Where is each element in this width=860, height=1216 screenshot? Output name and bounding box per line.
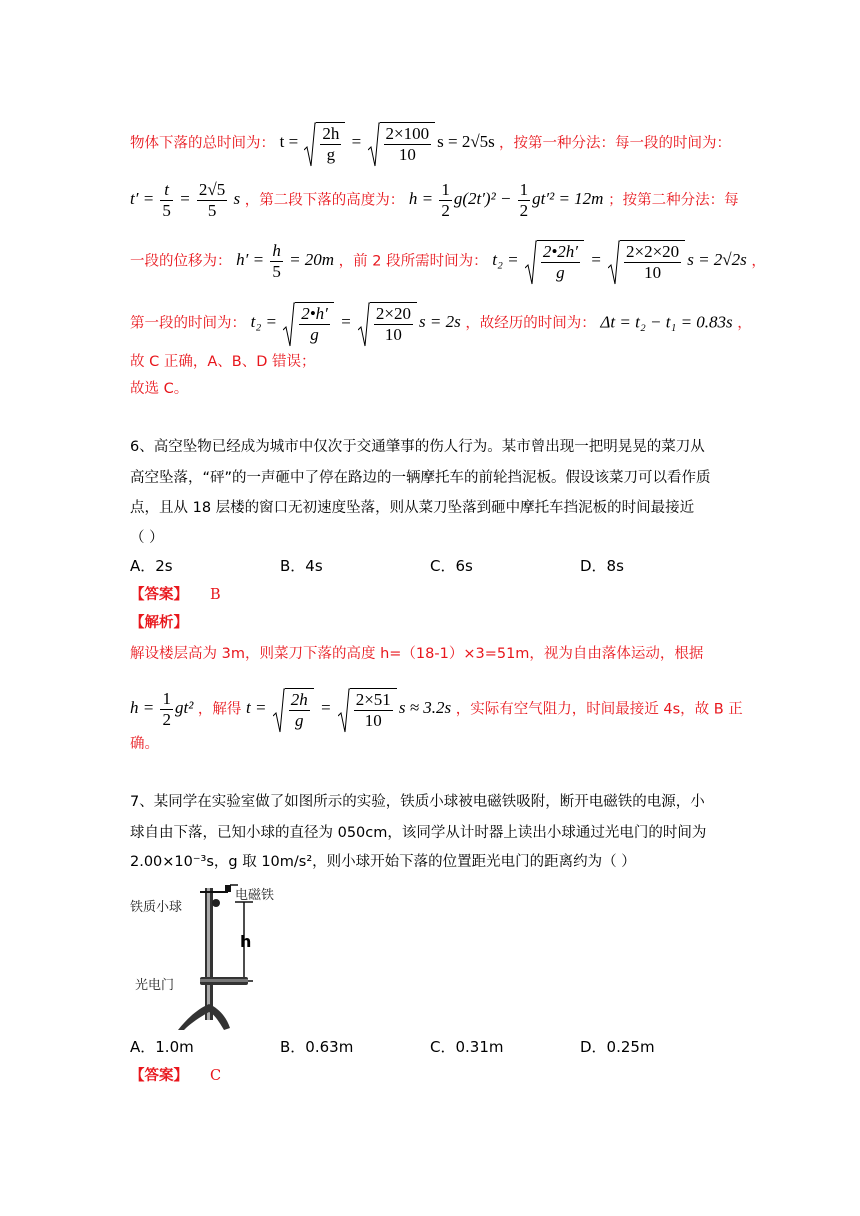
q7-option-b: B．0.63m [280, 1038, 354, 1056]
text-segment-displacement: 一段的位移为： [130, 253, 232, 270]
formula-t1: t₂ = $\frac{2•h'}{g}$ = $\frac{2\times 20}{10}$ s = 2s [250, 304, 461, 344]
q7-text-line-1: 7、某同学在实验室做了如图所示的实验，铁质小球被电磁铁吸附，断开电磁铁的电源，小 [130, 794, 705, 810]
q7-text-line-3: 2.00×10⁻³s，g 取 10m/s²，则小球开始下落的位置距光电门的距离约为（ ） [130, 854, 636, 870]
formula-total-time: t = $\frac{2h}{g}$ = $\frac{2\times 100}{10}$ s = 2√5s [279, 124, 500, 164]
text-first-method: ，按第一种分法：每一段的时间为： [499, 135, 732, 152]
q6-text-line-1: 6、高空坠物已经成为城市中仅次于交通肇事的伤人行为。某市曾出现一把明晃晃的菜刀从 [130, 439, 705, 455]
formula-displacement: h′ = $\frac{h}{5}$ = 20m [236, 241, 335, 281]
q6-analysis-row [130, 612, 735, 633]
solution-conclusion: 故 C 正确，A、B、D 错误； [130, 354, 316, 370]
q7-option-c: C．0.31m [430, 1038, 504, 1056]
formula-q6-time: t = $\frac{2h}{g}$ = $\frac{2\times 51}{10}$ s ≈ 3.2s [246, 690, 452, 730]
text-elapsed-time: ，故经历的时间为： [465, 315, 596, 332]
q7-answer-row [130, 1065, 735, 1086]
q6-analysis-line-3: 确。 [130, 736, 159, 752]
q6-option-b: B．4s [280, 557, 323, 575]
solution-choice: 故选 C。 [130, 381, 189, 397]
q6-text-line-2: 高空坠落，“砰”的一声砸中了停在路边的一辆摩托车的前轮挡泥板。假设该菜刀可以看作质 [130, 470, 711, 486]
text-second-segment-height: ，第二段下落的高度为： [244, 192, 405, 209]
solution-line-4: 第一段的时间为： t₂ = $\frac{2•h'}{g}$ = $\frac{2\times 20}{10}$ s = 2s ，故经历的时间为： Δt = t₂ − t₁ = 0.83s ， [130, 304, 752, 344]
q6-option-c: C．6s [430, 557, 473, 575]
formula-free-fall: h = $\frac{1}{2}$ gt² [130, 689, 194, 729]
q6-answer-row [130, 584, 735, 605]
formula-t2: t₂ = $\frac{2•2h'}{g}$ = $\frac{2\times 2\times 20}{10}$ s = 2√2s [492, 242, 747, 282]
q6-text-line-3: 点，且从 18 层楼的窗口无初速度坠落，则从菜刀坠落到砸中摩托车挡泥板的时间最接近 [130, 500, 695, 516]
q7-option-a: A．1.0m [130, 1038, 194, 1056]
q6-text-line-4: （ ） [130, 530, 164, 546]
q7-option-d: D．0.25m [580, 1038, 655, 1056]
formula-second-height: h = $\frac{1}{2}$ g(2t′)² − $\frac{1}{2}$ gt′² = 12m [408, 180, 604, 220]
formula-delta-t: Δt = t₂ − t₁ = 0.83s [600, 312, 733, 332]
label-electromagnet: 电磁铁 [235, 888, 275, 903]
formula-segment-time: t′ = $\frac{t}{5}$ = $\frac{2√5}{5}$ s [130, 180, 241, 220]
solution-line-2 [130, 180, 739, 221]
text-first-two-segments: ，前 2 段所需时间为： [338, 253, 488, 270]
label-h: h [240, 932, 252, 951]
q6-analysis-line-1: 解设楼层高为 3m，则菜刀下落的高度 h=（18-1）×3=51m，视为自由落体运动，根据 [130, 646, 704, 662]
q6-option-d: D．8s [580, 557, 624, 575]
text-first-segment-time: 第一段的时间为： [130, 315, 246, 332]
solution-line-1 [130, 122, 735, 165]
q6-answer: B [210, 587, 221, 603]
experiment-diagram [130, 880, 290, 1030]
text-second-method: ；按第二种分法：每 [608, 192, 739, 209]
q6-analysis-line-2: h = $\frac{1}{2}$ gt² ，解得 t = $\frac{2h}{g}$ = $\frac{2\times 51}{10}$ s ≈ 3.2s ，实际有空气阻力，时间最接近 4s，故 B 正 [130, 689, 743, 730]
label-photogate: 光电门 [135, 978, 175, 993]
q7-answer: C [210, 1068, 222, 1084]
q6-option-a: A．2s [130, 557, 173, 575]
q6-analysis-tag: 【解析】 [130, 615, 188, 631]
text-total-time: 物体下落的总时间为： [130, 135, 275, 152]
solution-line-3: 一段的位移为： h′ = $\frac{h}{5}$ = 20m ，前 2 段所需时间为： t₂ = $\frac{2•2h'}{g}$ = $\frac{2\times 2\times 20}{10}$ s = 2√2s ， [130, 241, 766, 282]
q6-answer-tag: 【答案】 [130, 587, 188, 603]
label-iron-ball: 铁质小球 [130, 900, 183, 915]
q7-text-line-2: 球自由下落，已知小球的直径为 050cm，该同学从计时器上读出小球通过光电门的时间为 [130, 825, 707, 841]
q7-answer-tag: 【答案】 [130, 1068, 188, 1084]
